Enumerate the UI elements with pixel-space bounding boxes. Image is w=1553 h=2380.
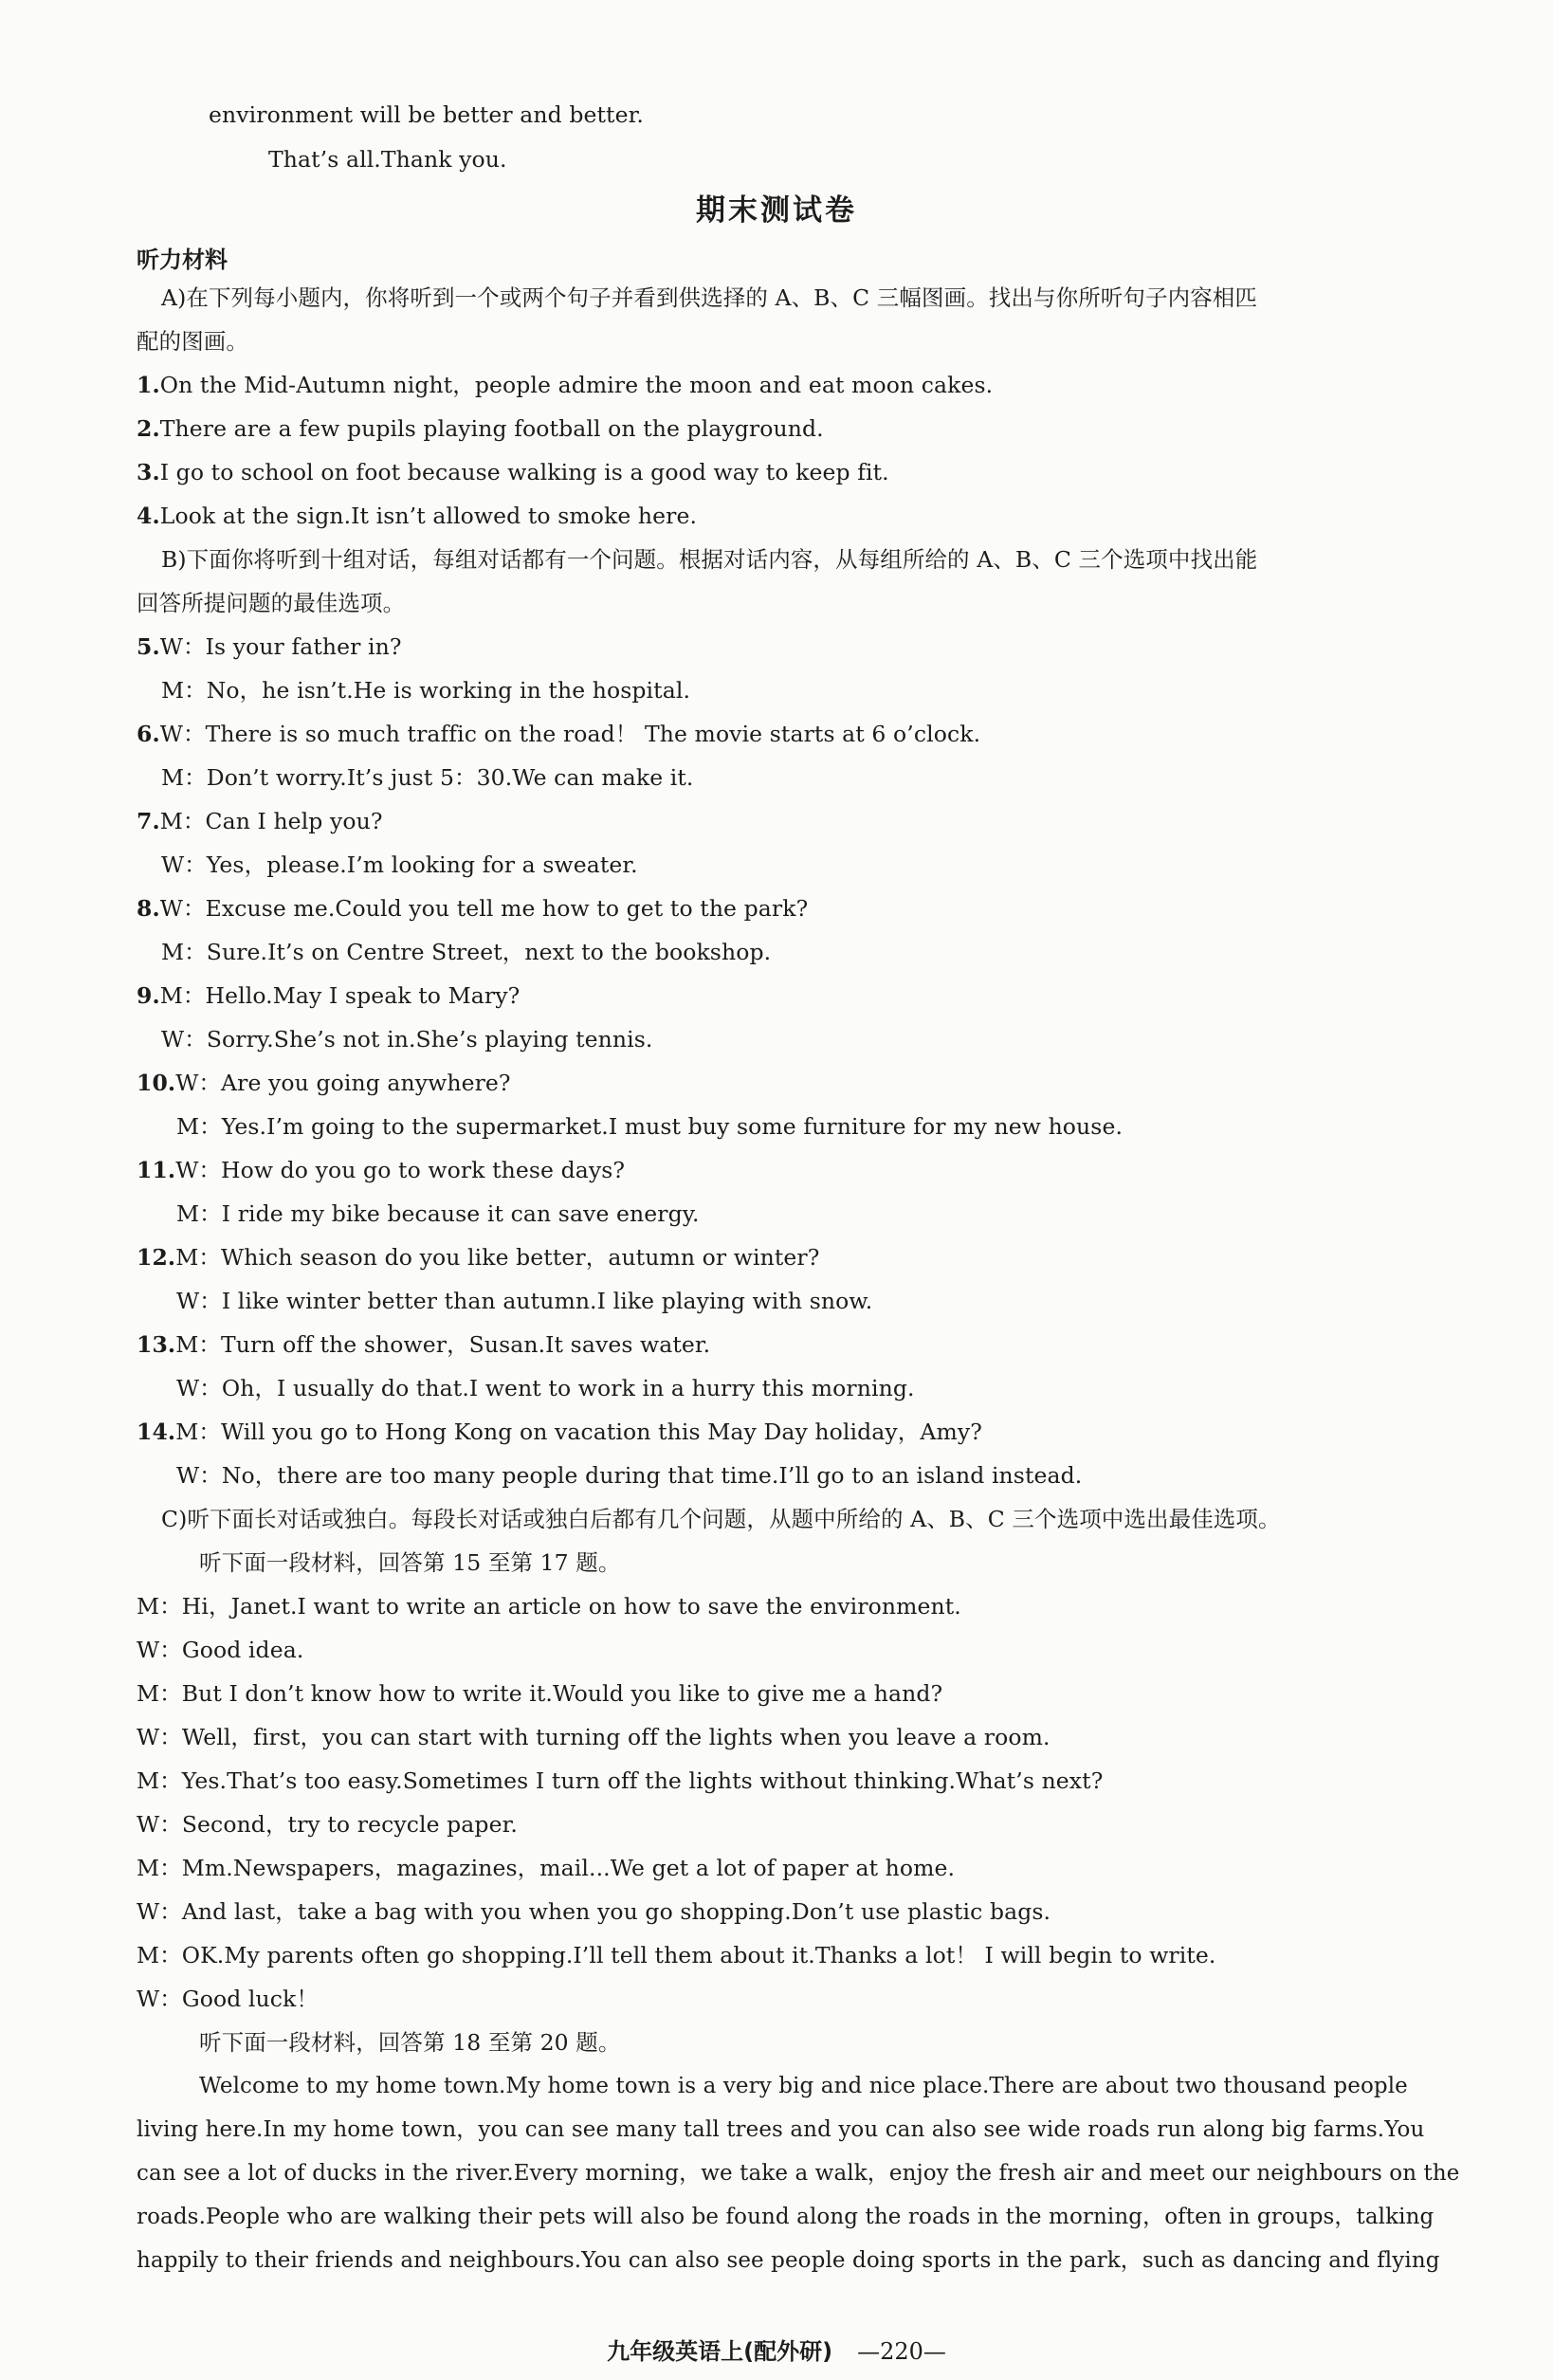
- passage-line: happily to their friends and neighbours.You can also see people doing sports in the park，such as dancing and flying: [137, 2248, 1440, 2273]
- question-number: 1.: [137, 372, 160, 398]
- instruction-line: 回答所提问题的最佳选项。: [137, 590, 406, 616]
- dialogue-text: W：Is your father in?: [159, 633, 402, 660]
- question-number: 14.: [137, 1419, 176, 1445]
- dialogue-text: M：Can I help you?: [159, 808, 383, 834]
- transcript-line: W：And last，take a bag with you when you go shopping.Don’t use plastic bags.: [137, 1898, 1051, 1925]
- dialogue-line: [137, 628, 402, 666]
- material-label: 听下面一段材料，回答第 15 至第 17 题。: [199, 1549, 621, 1576]
- book-title: 九年级英语上(配外研): [607, 2338, 833, 2365]
- question-number: 6.: [137, 721, 160, 747]
- dialogue-reply: M：Yes.I’m going to the supermarket.I must buy some furniture for my new house.: [176, 1113, 1124, 1140]
- transcript-line: M：But I don’t know how to write it.Would you like to give me a hand?: [137, 1680, 943, 1707]
- question-number: 11.: [137, 1157, 176, 1183]
- question-text: I go to school on foot because walking is a good way to keep fit.: [159, 459, 889, 485]
- passage-line: living here.In my home town，you can see many tall trees and you can also see wide roads run along big farms.You: [137, 2117, 1425, 2142]
- question-number: 8.: [137, 895, 160, 922]
- intro-line: environment will be better and better.: [209, 101, 644, 128]
- dialogue-line: [137, 1151, 625, 1189]
- instruction-line: C)听下面长对话或独白。每段长对话或独白后都有几个问题，从题中所给的 A、B、C 三个选项中选出最佳选项。: [161, 1506, 1281, 1532]
- dialogue-reply: M：I ride my bike because it can save energy.: [176, 1200, 700, 1227]
- dialogue-text: M：Will you go to Hong Kong on vacation this May Day holiday，Amy?: [175, 1419, 982, 1445]
- transcript-line: M：Yes.That’s too easy.Sometimes I turn off the lights without thinking.What’s next?: [137, 1767, 1104, 1794]
- instruction-line: B)下面你将听到十组对话，每组对话都有一个问题。根据对话内容，从每组所给的 A、B、C 三个选项中找出能: [161, 546, 1258, 573]
- dialogue-reply: W：No，there are too many people during that time.I’ll go to an island instead.: [176, 1462, 1083, 1489]
- passage-line: Welcome to my home town.My home town is a very big and nice place.There are about two thousand people: [199, 2074, 1408, 2098]
- dialogue-line: [137, 977, 520, 1015]
- question-number: 3.: [137, 459, 160, 485]
- question-item: [137, 453, 889, 491]
- question-item: [137, 366, 993, 404]
- dialogue-line: [137, 715, 980, 753]
- dialogue-line: [137, 802, 383, 840]
- dialogue-line: [137, 889, 808, 927]
- question-text: Look at the sign.It isn’t allowed to smoke here.: [159, 503, 698, 529]
- question-number: 2.: [137, 415, 160, 442]
- dialogue-line: [137, 1326, 710, 1364]
- transcript-line: M：Hi，Janet.I want to write an article on how to save the environment.: [137, 1593, 961, 1620]
- question-number: 13.: [137, 1331, 176, 1358]
- dialogue-text: M：Hello.May I speak to Mary?: [159, 982, 521, 1009]
- question-number: 10.: [137, 1070, 176, 1096]
- question-item: [137, 497, 697, 535]
- transcript-line: M：Mm.Newspapers，magazines，mail...We get a lot of paper at home.: [137, 1855, 956, 1881]
- material-label: 听下面一段材料，回答第 18 至第 20 题。: [199, 2029, 621, 2056]
- page-title: 期末测试卷: [696, 193, 857, 228]
- question-text: There are a few pupils playing football on the playground.: [159, 415, 824, 442]
- question-number: 5.: [137, 633, 160, 660]
- question-number: 9.: [137, 982, 160, 1009]
- question-number: 7.: [137, 808, 160, 834]
- dialogue-reply: M：No，he isn’t.He is working in the hospital.: [161, 677, 691, 704]
- transcript-line: M：OK.My parents often go shopping.I’ll tell them about it.Thanks a lot！ I will begin to write.: [137, 1942, 1216, 1968]
- intro-line: That’s all.Thank you.: [268, 146, 507, 173]
- section-heading: 听力材料: [137, 247, 228, 273]
- dialogue-line: [137, 1064, 511, 1102]
- dialogue-text: M：Turn off the shower，Susan.It saves water.: [175, 1331, 711, 1358]
- dialogue-reply: W：Oh，I usually do that.I went to work in a hurry this morning.: [176, 1375, 915, 1401]
- dialogue-line: [137, 1413, 982, 1451]
- question-item: [137, 410, 824, 448]
- transcript-line: W：Well，first，you can start with turning off the lights when you leave a room.: [137, 1724, 1051, 1750]
- transcript-line: W：Good luck！: [137, 1986, 319, 2012]
- transcript-line: W：Second，try to recycle paper.: [137, 1811, 518, 1838]
- dialogue-line: [137, 1238, 819, 1276]
- dialogue-reply: W：I like winter better than autumn.I like playing with snow.: [176, 1288, 873, 1314]
- dialogue-text: W：There is so much traffic on the road！ The movie starts at 6 o’clock.: [159, 721, 981, 747]
- dialogue-reply: W：Yes，please.I’m looking for a sweater.: [161, 851, 638, 878]
- passage-line: can see a lot of ducks in the river.Every morning，we take a walk，enjoy the fresh air and meet our neighbours on the: [137, 2161, 1460, 2186]
- passage-line: roads.People who are walking their pets will also be found along the roads in the morning，often in groups，talking: [137, 2205, 1434, 2229]
- dialogue-text: M：Which season do you like better，autumn or winter?: [175, 1244, 820, 1271]
- question-number: 12.: [137, 1244, 176, 1271]
- page-footer: [0, 2333, 1553, 2366]
- dialogue-text: W：Excuse me.Could you tell me how to get to the park?: [159, 895, 809, 922]
- instruction-line: A)在下列每小题内，你将听到一个或两个句子并看到供选择的 A、B、C 三幅图画。找出与你所听句子内容相匹: [161, 284, 1257, 311]
- dialogue-reply: M：Don’t worry.It’s just 5：30.We can make it.: [161, 764, 694, 791]
- dialogue-text: W：How do you go to work these days?: [175, 1157, 626, 1183]
- dialogue-reply: W：Sorry.She’s not in.She’s playing tennis.: [161, 1026, 653, 1053]
- question-text: On the Mid-Autumn night，people admire the moon and eat moon cakes.: [159, 372, 994, 398]
- page-number: —220—: [857, 2338, 946, 2365]
- instruction-line: 配的图画。: [137, 328, 248, 355]
- question-number: 4.: [137, 503, 160, 529]
- transcript-line: W：Good idea.: [137, 1637, 304, 1663]
- dialogue-text: W：Are you going anywhere?: [175, 1070, 511, 1096]
- dialogue-reply: M：Sure.It’s on Centre Street，next to the bookshop.: [161, 939, 772, 965]
